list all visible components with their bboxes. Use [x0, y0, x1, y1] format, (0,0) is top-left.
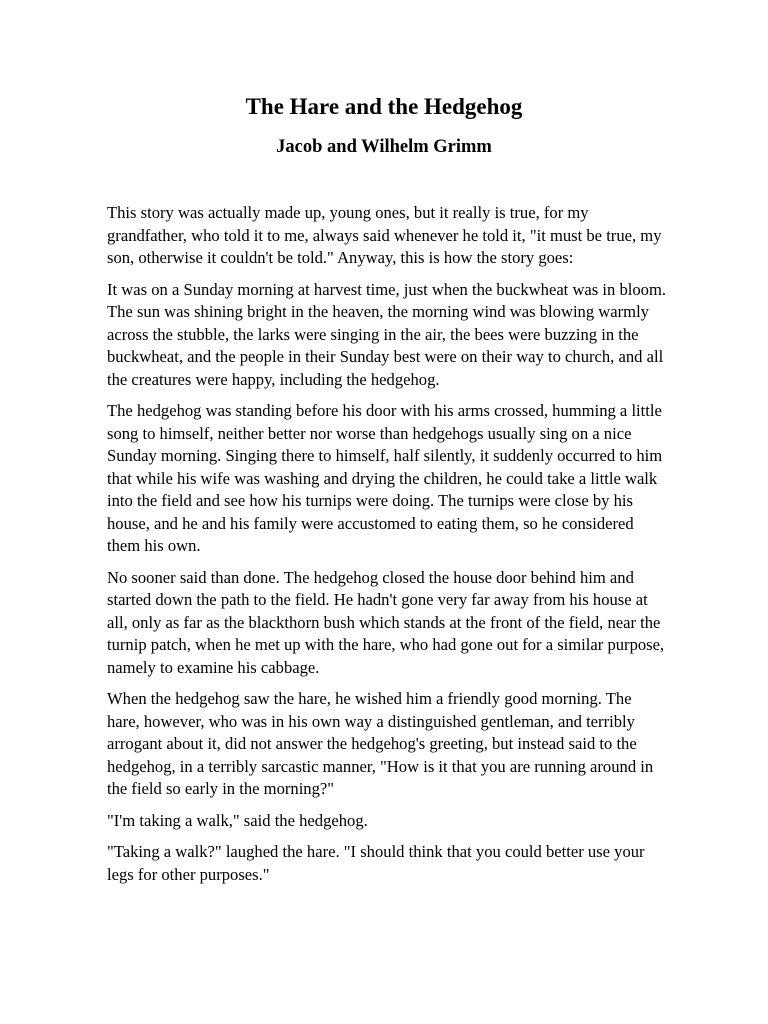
- paragraph: This story was actually made up, young ones, but it really is true, for my grandfather, who told it to me, always said whenever he told it, "it must be true, my son, otherwise it couldn't be told." Anyway, this is how the story goes:: [107, 203, 662, 267]
- paragraph: The hedgehog was standing before his door with his arms crossed, humming a little song to himself, neither better nor worse than hedgehogs usually sing on a nice Sunday morning. Singing there to himself, half silently, it suddenly occurred to him that while his wife was washing and drying the children, he could take a little walk into the field and see how his turnips were doing. The turnips were close by his house, and he and his family were accustomed to eating them, so he considered them his own.: [107, 401, 663, 555]
- document-body: [107, 202, 667, 895]
- document-author: Jacob and Wilhelm Grimm: [276, 137, 492, 157]
- document-title: The Hare and the Hedgehog: [245, 94, 523, 119]
- paragraph: "Taking a walk?" laughed the hare. "I should think that you could better use your legs for other purposes.": [107, 842, 645, 884]
- paragraph: When the hedgehog saw the hare, he wished him a friendly good morning. The hare, however, who was in his own way a distinguished gentleman, and terribly arrogant about it, did not answer the hedgehog's greeting, but instead said to the hedgehog, in a terribly sarcastic manner, "How is it that you are running around in the field so early in the morning?": [107, 689, 654, 798]
- paragraph: No sooner said than done. The hedgehog closed the house door behind him and started down the path to the field. He hadn't gone very far away from his house at all, only as far as the blackthorn bush which stands at the front of the field, near the turnip patch, when he met up with the hare, who had gone out for a similar purpose, namely to examine his cabbage.: [107, 567, 665, 677]
- paragraph: "I'm taking a walk," said the hedgehog.: [107, 810, 368, 830]
- paragraph: It was on a Sunday morning at harvest time, just when the buckwheat was in bloom. The sun was shining bright in the heaven, the morning wind was blowing warmly across the stubble, the larks were singing in the air, the bees were buzzing in the buckwheat, and the people in their Sunday best were on their way to church, and all the creatures were happy, including the hedgehog.: [107, 279, 667, 389]
